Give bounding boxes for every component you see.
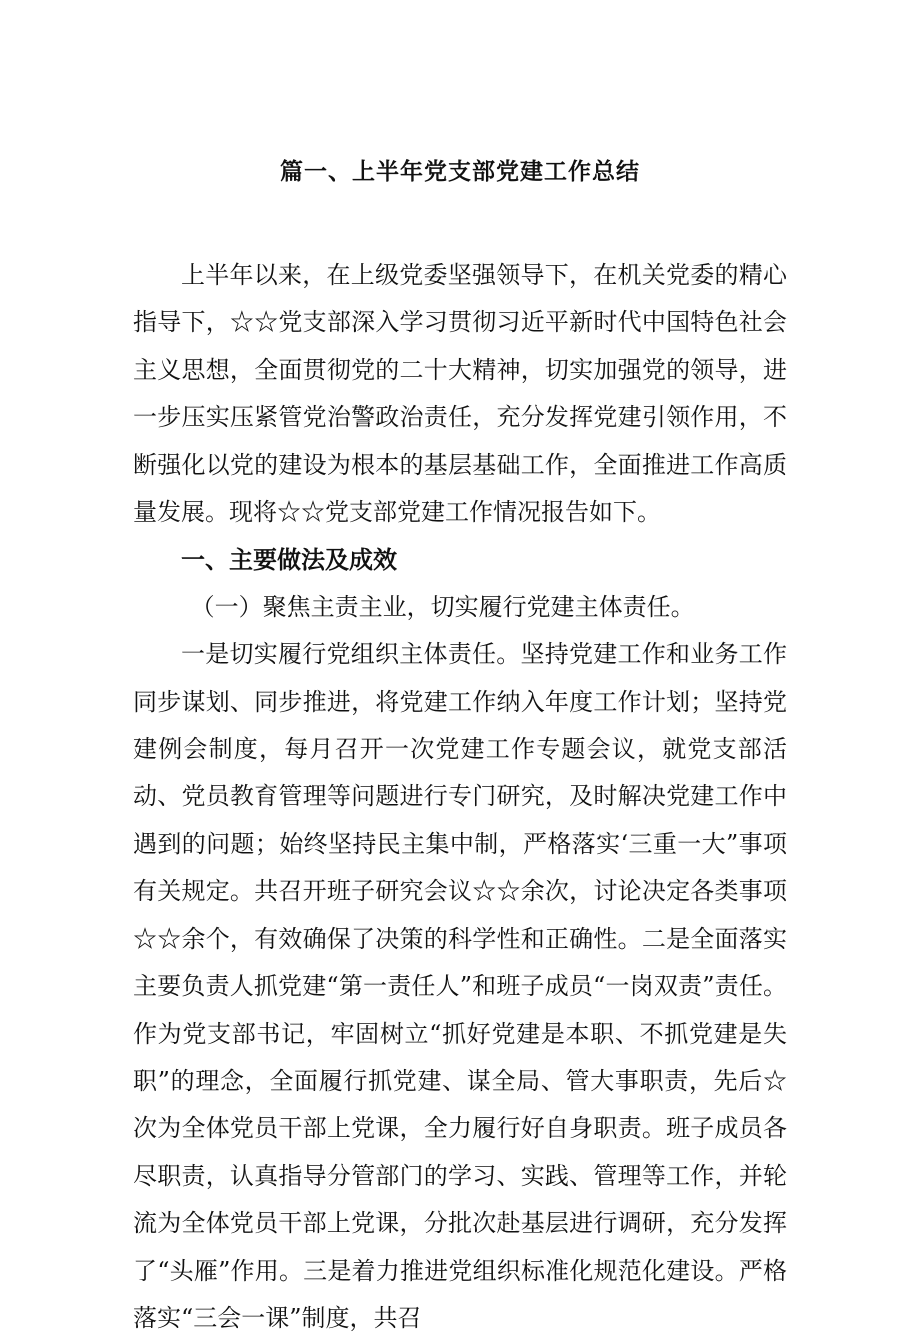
document-body bbox=[133, 252, 787, 1342]
section-heading: 一、主要做法及成效 bbox=[181, 545, 397, 575]
subsection-heading: （一）聚焦主责主业，切实履行党建主体责任。 bbox=[190, 592, 695, 621]
body-paragraph: 一是切实履行党组织主体责任。坚持党建工作和业务工作同步谋划、同步推进，将党建工作纳入年度工作计划；坚持党建例会制度，每月召开一次党建工作专题会议，就党支部活动、党员教育管理等问题进行专门研究，及时解决党建工作中遇到的问题；始终坚持民主集中制，严格落实‘三重一大”事项有关规定。共召开班子研究会议☆☆余次，讨论决定各类事项☆☆余个，有效确保了决策的科学性和正确性。二是全面落实主要负责人抓党建“第一责任人”和班子成员“一岗双责”责任。作为党支部书记，牢固树立“抓好党建是本职、不抓党建是失职”的理念，全面履行抓党建、谋全局、管大事职责，先后☆次为全体党员干部上党课，全力履行好自身职责。班子成员各尽职责，认真指导分管部门的学习、实践、管理等工作，并轮流为全体党员干部上党课，分批次赴基层进行调研，充分发挥了“头雁”作用。三是着力推进党组织标准化规范化建设。严格落实“三会一课”制度，共召 bbox=[133, 640, 787, 1332]
intro-paragraph: 上半年以来，在上级党委坚强领导下，在机关党委的精心指导下，☆☆党支部深入学习贯彻习近平新时代中国特色社会主义思想，全面贯彻党的二十大精神，切实加强党的领导，进一步压实压紧管党治警政治责任，充分发挥党建引领作用，不断强化以党的建设为根本的基层基础工作，全面推进工作高质量发展。现将☆☆党支部党建工作情况报告如下。 bbox=[133, 261, 787, 527]
document-title: 篇一、上半年党支部党建工作总结 bbox=[280, 158, 640, 185]
